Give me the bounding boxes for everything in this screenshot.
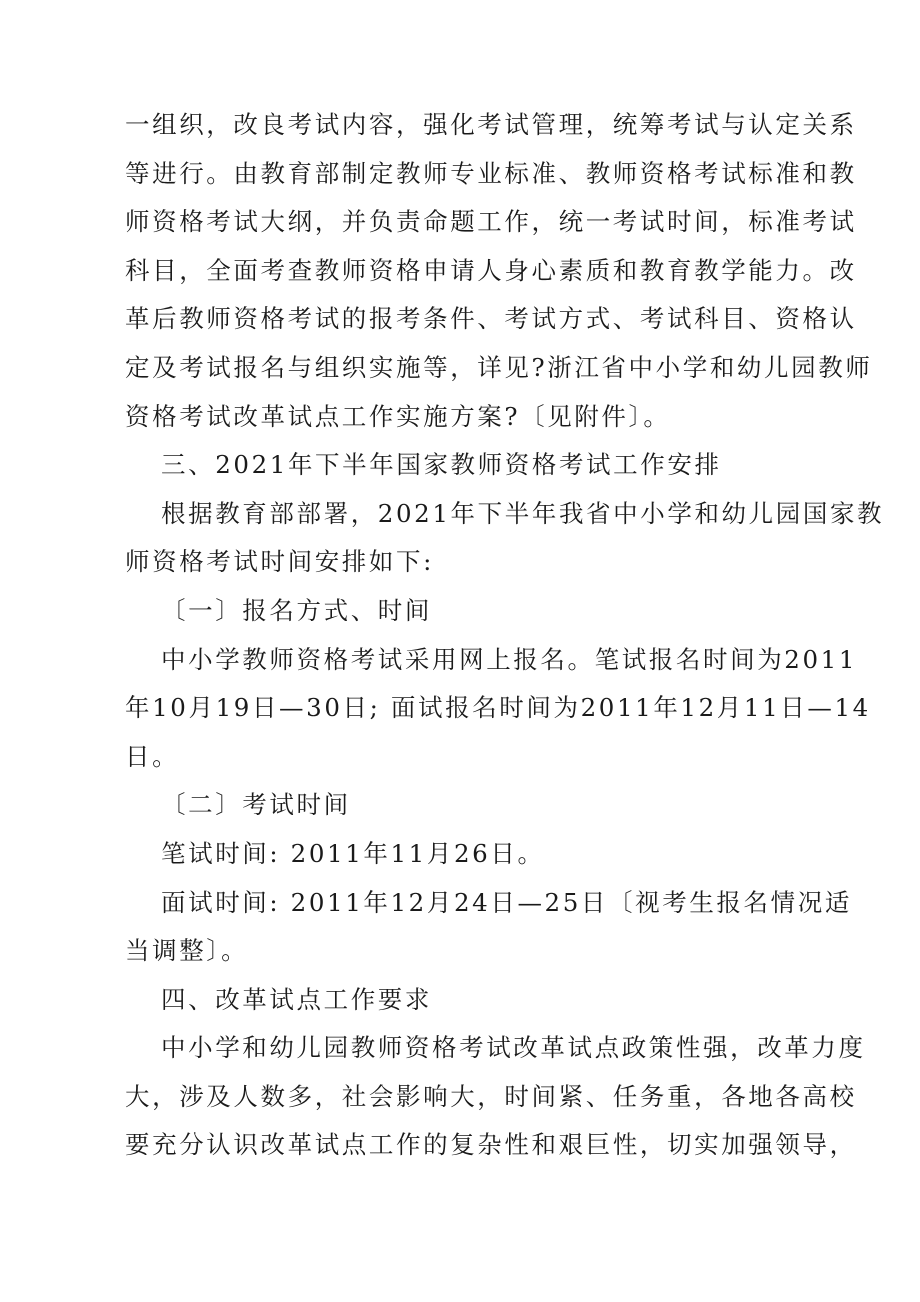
written-exam-time: 笔试时间: 2011年11月26日。 <box>161 838 545 868</box>
text-line: 师资格考试大纲，并负责命题工作，统一考试时间，标准考试 <box>125 207 857 237</box>
text-line: 年10月19日—30日; 面试报名时间为2011年12月11日—14 <box>125 693 871 723</box>
text-line: 等进行。由教育部制定教师专业标准、教师资格考试标准和教 <box>125 158 857 188</box>
text-line: 定及考试报名与组织实施等，详见?浙江省中小学和幼儿园教师 <box>125 352 873 382</box>
text-line: 日。 <box>125 741 180 771</box>
text-line: 一组织，改良考试内容，强化考试管理，统筹考试与认定关系 <box>125 110 857 139</box>
text-line: 师资格考试时间安排如下: <box>125 547 434 577</box>
paragraph-start: 中小学和幼儿园教师资格考试改革试点政策性强，改革力度 <box>161 1033 866 1063</box>
text-line: 当调整〕。 <box>125 936 249 966</box>
text-line: 资格考试改革试点工作实施方案?〔见附件〕。 <box>125 401 671 431</box>
paragraph-start: 根据教育部部署，2021年下半年我省中小学和幼儿园国家教 <box>161 498 885 528</box>
document-body <box>125 101 885 1170</box>
section-heading-4: 四、改革试点工作要求 <box>161 984 432 1014</box>
interview-time: 面试时间: 2011年12月24日—25日〔视考生报名情况适 <box>161 887 852 917</box>
text-line: 科目，全面考查教师资格申请人身心素质和教育教学能力。改 <box>125 255 857 285</box>
section-heading-3: 三、2021年下半年国家教师资格考试工作安排 <box>161 450 722 480</box>
text-line: 要充分认识改革试点工作的复杂性和艰巨性，切实加强领导， <box>125 1130 857 1160</box>
subheading-registration: 〔一〕报名方式、时间 <box>161 595 432 625</box>
text-line: 大，涉及人数多，社会影响大，时间紧、任务重，各地各高校 <box>125 1081 857 1111</box>
paragraph-start: 中小学教师资格考试采用网上报名。笔试报名时间为2011 <box>161 644 858 674</box>
subheading-exam-time: 〔二〕考试时间 <box>161 790 351 820</box>
text-line: 革后教师资格考试的报考条件、考试方式、考试科目、资格认 <box>125 304 857 334</box>
